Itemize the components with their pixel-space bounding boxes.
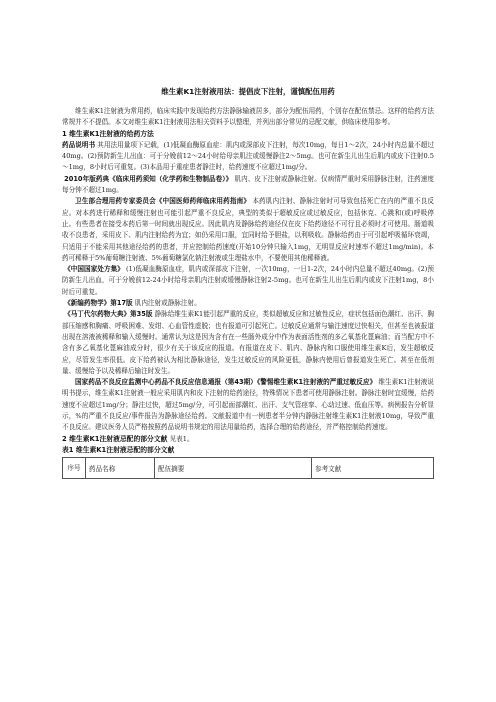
section-2-heading: 2 维生素K1注射液忌配的部分文献 见表1。: [62, 434, 194, 443]
table-caption: 表1 维生素K1注射液忌配的部分文献: [62, 445, 175, 454]
paragraph-martindale: 《马丁代尔药物大典》第35版 静脉给维生素K1能引起严重的反应，类似超敏反应和过敏性反应，症状包括面色潮红、出汗、胸部压缩感和胸痛、呼吸困难、发绀、心血管性虚脱；也有报道可引起死亡。过敏反应通常与输注速度过快相关，但甚至也被报道出现在溶液被稀释和输入缓慢时。通常认为这是因为含有在一些肠外成分中作为表面活性剂的多乙氧基化蓖麻油；而当配方中不含有多乙氧基化蓖麻油成分时，很少有关于该反应的报道。有报道在皮下、肌内、静脉内和口服使用维生素K后，发生超敏反应，尽管发生率很低。皮下给药被认为相比静脉途径，发生过敏反应的风险更低，静脉内使用后曾报道发生死亡。甚至在低剂量、缓慢给予以及稀释后输注时发生。: [62, 310, 434, 375]
paragraph-pharmacopoeia: 2010年版药典《临床用药须知（化学药和生物制品卷）》 肌内、皮下注射或静脉注射。仅病情严重时采用静脉注射，注药速度每分钟不超过1mg。: [62, 174, 434, 195]
document-page: [62, 86, 434, 479]
incompatibility-table: [62, 457, 434, 479]
header-index: 序号: [63, 458, 86, 479]
paragraph-clinical-guide: 卫生部合理用药专家委员会《中国医师药师临床用药指南》 本药肌内注射、静脉注射时可导致包括死亡在内的严重不良反应。对本药进行稀释和缓慢注射也可能引起严重不良反应，典型的类似于超敏反应或过敏反应，包括休克、心跳和(或)呼吸停止。有些患者在接受本药后第一时间就出现反应。因此肌内及静脉给药途径仅在皮下给药途径不可行且必须时才可使用。肠道吸收不良患者，采用皮下、肌内注射给药为宜；如仍采用口服，宜同时给予胆盐，以利吸收。静脉给药由于可引起呼吸循环衰竭，只适用于不能采用其他途径给药的患者，并应控制给药速度(开始10分钟只输入1mg，无明显反应时速率不超过1mg/min)。本药可稀释于5%葡萄糖注射液、5%葡萄糖氯化钠注射液或生理盐水中，不要使用其他稀释液。: [62, 197, 434, 262]
paragraph-label-leaflet: 药品说明书 其用法用量项下记载，(1)低凝血酶原血症：肌内或深部皮下注射，每次10mg，每日1～2次，24小时内总量不超过40mg。(2)预防新生儿出血：可于分娩前12～24小时给母亲肌注或缓慢静注2～5mg。也可在新生儿出生后肌内或皮下注射0.5～1mg，8小时后可重复。(3)本品用于重症患者静注时，给药速度不应超过1mg/分。: [62, 140, 434, 172]
header-references: 参考文献: [312, 458, 434, 479]
section-1-heading: 1 维生素K1注射液的给药方法: [62, 129, 154, 138]
table-header-row: [63, 458, 434, 479]
header-drug-name: 药品名称: [86, 458, 155, 479]
header-compatibility-summary: 配伍摘要: [155, 458, 312, 479]
paragraph-national-formulary: 《中国国家处方集》 (1)低凝血酶原血症，肌内或深部皮下注射，一次10mg，一日1-2次，24小时内总量不超过40mg。(2)预防新生儿出血，可于分娩前12-24小时给母亲肌内注射或缓慢静脉注射2-5mg。也可在新生儿出生后肌内或皮下注射1mg，8小时后可重复。: [62, 265, 434, 296]
paragraph-new-pharmacology: 《新编药物学》第17版 肌内注射或静脉注射。: [64, 299, 201, 308]
document-title: 维生素K1注射液用法：提倡皮下注射，谨慎配伍用药: [161, 87, 335, 96]
intro-paragraph: 维生素K1注射液为常用药，临床实践中发现给药方法静脉输液居多，部分为配伍用药，个别存在配伍禁忌。这样的给药方法常规并不不提倡。本文对维生素K1注射液用法相关资料予以整理，并列出部分常见的忌配文献，供临床使用参考。: [62, 107, 434, 127]
paragraph-adr-bulletin: 国家药品不良反应监测中心药品不良反应信息通报（第43期）《警惕维生素K1注射液的严重过敏反应》 维生素K1注射液说明书提示，维生素K1注射液一般应采用肌内和皮下注射的给药途径，特殊情况下患者可使用静脉注射。静脉注射时宜缓慢，给药速度不应超过1mg/分；静注过快，超过5mg/分，可引起面部潮红、出汗、支气管痉挛、心动过速、低血压等。病例报告分析显示，%的严重不良反应/事件报告为静脉途径给药。文献报道中有一例患者半分钟内静脉注射维生素K1注射液10mg，导致严重不良反应。建议医务人员严格按照药品说明书规定的用法用量给药，选择合理的给药途径，并严格控制给药速度。: [62, 378, 434, 432]
